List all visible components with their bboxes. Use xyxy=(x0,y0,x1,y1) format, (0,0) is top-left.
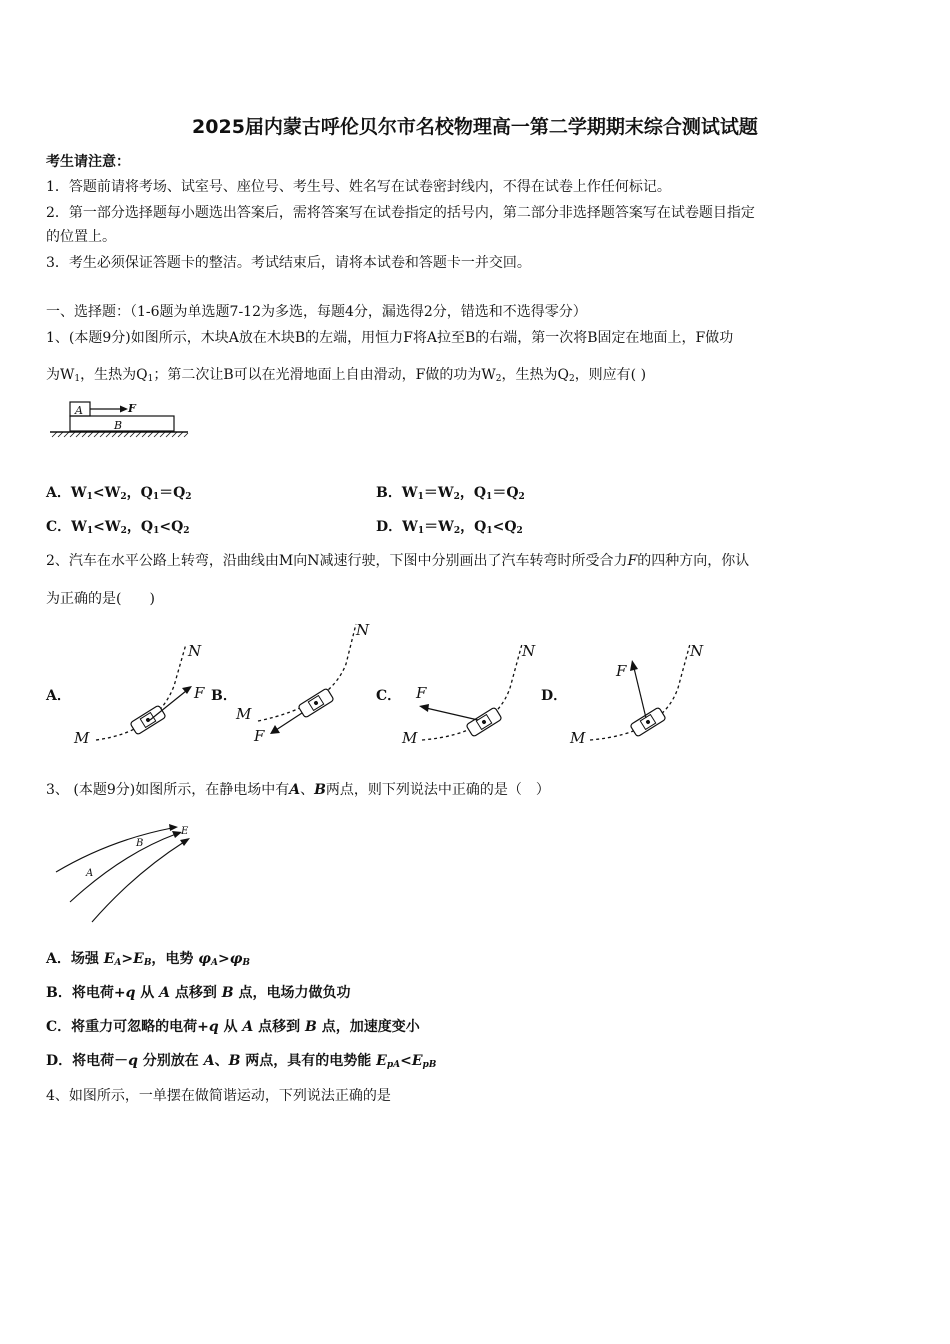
force-arrowhead xyxy=(419,704,429,712)
label-m: M xyxy=(570,729,586,747)
field-arrowhead-1 xyxy=(169,824,178,831)
notice-item-3: 3．考生必须保证答题卡的整洁。考试结束后，请将本试卷和答题卡一并交回。 xyxy=(46,255,531,271)
label-f: F xyxy=(194,684,205,702)
q3-stem: 3、 (本题9分)如图所示，在静电场中有A、B两点，则下列说法中正确的是（ ） xyxy=(46,782,550,798)
car-icon xyxy=(630,707,666,737)
q2-figure-b[interactable] xyxy=(230,618,380,751)
label-n: N xyxy=(188,642,202,660)
notice-item-2: 2．第一部分选择题每小题选出答案后，需将答案写在试卷指定的括号内，第二部分非选择题答案写在试卷题目指定 xyxy=(46,205,755,221)
label-a: A xyxy=(86,868,94,879)
q1-option-c[interactable]: C．$W_1<W_2$，$Q_1<Q_2$ xyxy=(46,519,190,536)
section-heading: 一、选择题：（1-6题为单选题7-12为多选，每题4分，漏选得2分，错选和不选得零分） xyxy=(46,304,587,320)
label-a: A xyxy=(75,404,83,417)
field-arrowhead-3 xyxy=(180,838,190,846)
car-icon xyxy=(130,705,166,735)
q3-option-d[interactable]: D．将电荷－q 分别放在 A、B 两点，具有的电势能 $E_{pA}<E_{pB}$ xyxy=(46,1053,437,1070)
label-m: M xyxy=(236,705,252,723)
force-arrow xyxy=(150,691,186,720)
q2-figure-c[interactable] xyxy=(398,636,548,751)
q3-option-c[interactable]: C．将重力可忽略的电荷+q 从 A 点移到 B 点，加速度变小 xyxy=(46,1019,420,1035)
force-arrowhead xyxy=(630,660,638,671)
label-n: N xyxy=(356,621,370,639)
page-title: 2025届内蒙古呼伦贝尔市名校物理高一第二学期期末综合测试试题 xyxy=(192,116,758,138)
notice-item-2-cont: 的位置上。 xyxy=(46,229,116,245)
label-e: E xyxy=(181,826,189,837)
label-n: N xyxy=(690,642,704,660)
force-arrow xyxy=(634,668,646,718)
car-icon xyxy=(298,688,334,718)
label-m: M xyxy=(74,729,90,747)
label-n: N xyxy=(522,642,536,660)
q3-option-b[interactable]: B．将电荷+q 从 A 点移到 B 点，电场力做负功 xyxy=(46,985,351,1001)
q4-stem: 4、如图所示，一单摆在做简谐运动，下列说法正确的是 xyxy=(46,1088,391,1104)
label-f: F xyxy=(128,402,136,415)
force-arrow xyxy=(276,713,302,730)
force-arrow xyxy=(426,708,478,720)
label-b: B xyxy=(136,838,144,849)
field-line-1 xyxy=(56,828,172,872)
q1-option-d[interactable]: D．$W_1=W_2$，$Q_1<Q_2$ xyxy=(376,519,523,536)
q3-option-a[interactable]: A．场强 $E_A>E_B$，电势 $\varphi_A>\varphi_B$ xyxy=(46,951,250,968)
notice-heading: 考生请注意： xyxy=(46,154,130,170)
label-b: B xyxy=(114,419,123,432)
q1-option-b[interactable]: B．$W_1=W_2$，$Q_1=Q_2$ xyxy=(376,485,525,502)
q1-block-figure xyxy=(48,396,193,442)
q1-stem-line2: 为$W_1$，生热为$Q_1$；第二次让B可以在光滑地面上自由滑动，F做的功为$W_2$，生热为$Q_2$，则应有( ) xyxy=(46,367,647,384)
q2-option-d-label[interactable]: D． xyxy=(541,688,568,704)
q2-option-b-label[interactable]: B． xyxy=(211,688,237,704)
label-f: F xyxy=(416,684,427,702)
q3-field-figure xyxy=(50,816,200,926)
q2-option-a-label[interactable]: A． xyxy=(46,688,71,704)
q2-stem-line1: 2、汽车在水平公路上转弯，沿曲线由M向N减速行驶，下图中分别画出了汽车转弯时所受合力F的四种方向，你认 xyxy=(46,553,750,569)
car-icon xyxy=(466,707,502,737)
label-m: M xyxy=(402,729,418,747)
label-f: F xyxy=(254,727,265,745)
force-arrowhead xyxy=(120,406,128,413)
q1-option-a[interactable]: A．$W_1<W_2$，$Q_1=Q_2$ xyxy=(46,485,192,502)
field-line-3 xyxy=(92,842,184,922)
q2-figure-a[interactable] xyxy=(70,636,210,751)
q2-figure-d[interactable] xyxy=(566,636,716,751)
force-arrowhead xyxy=(270,725,280,734)
label-f: F xyxy=(616,662,627,680)
q2-option-c-label[interactable]: C． xyxy=(376,688,402,704)
notice-item-1: 1．答题前请将考场、试室号、座位号、考生号、姓名写在试卷密封线内，不得在试卷上作任何标记。 xyxy=(46,179,671,195)
q2-stem-line2: 为正确的是( ) xyxy=(46,591,155,607)
q1-stem-line1: 1、(本题9分)如图所示，木块A放在木块B的左端，用恒力F将A拉至B的右端，第一次将B固定在地面上，F做功 xyxy=(46,330,734,346)
